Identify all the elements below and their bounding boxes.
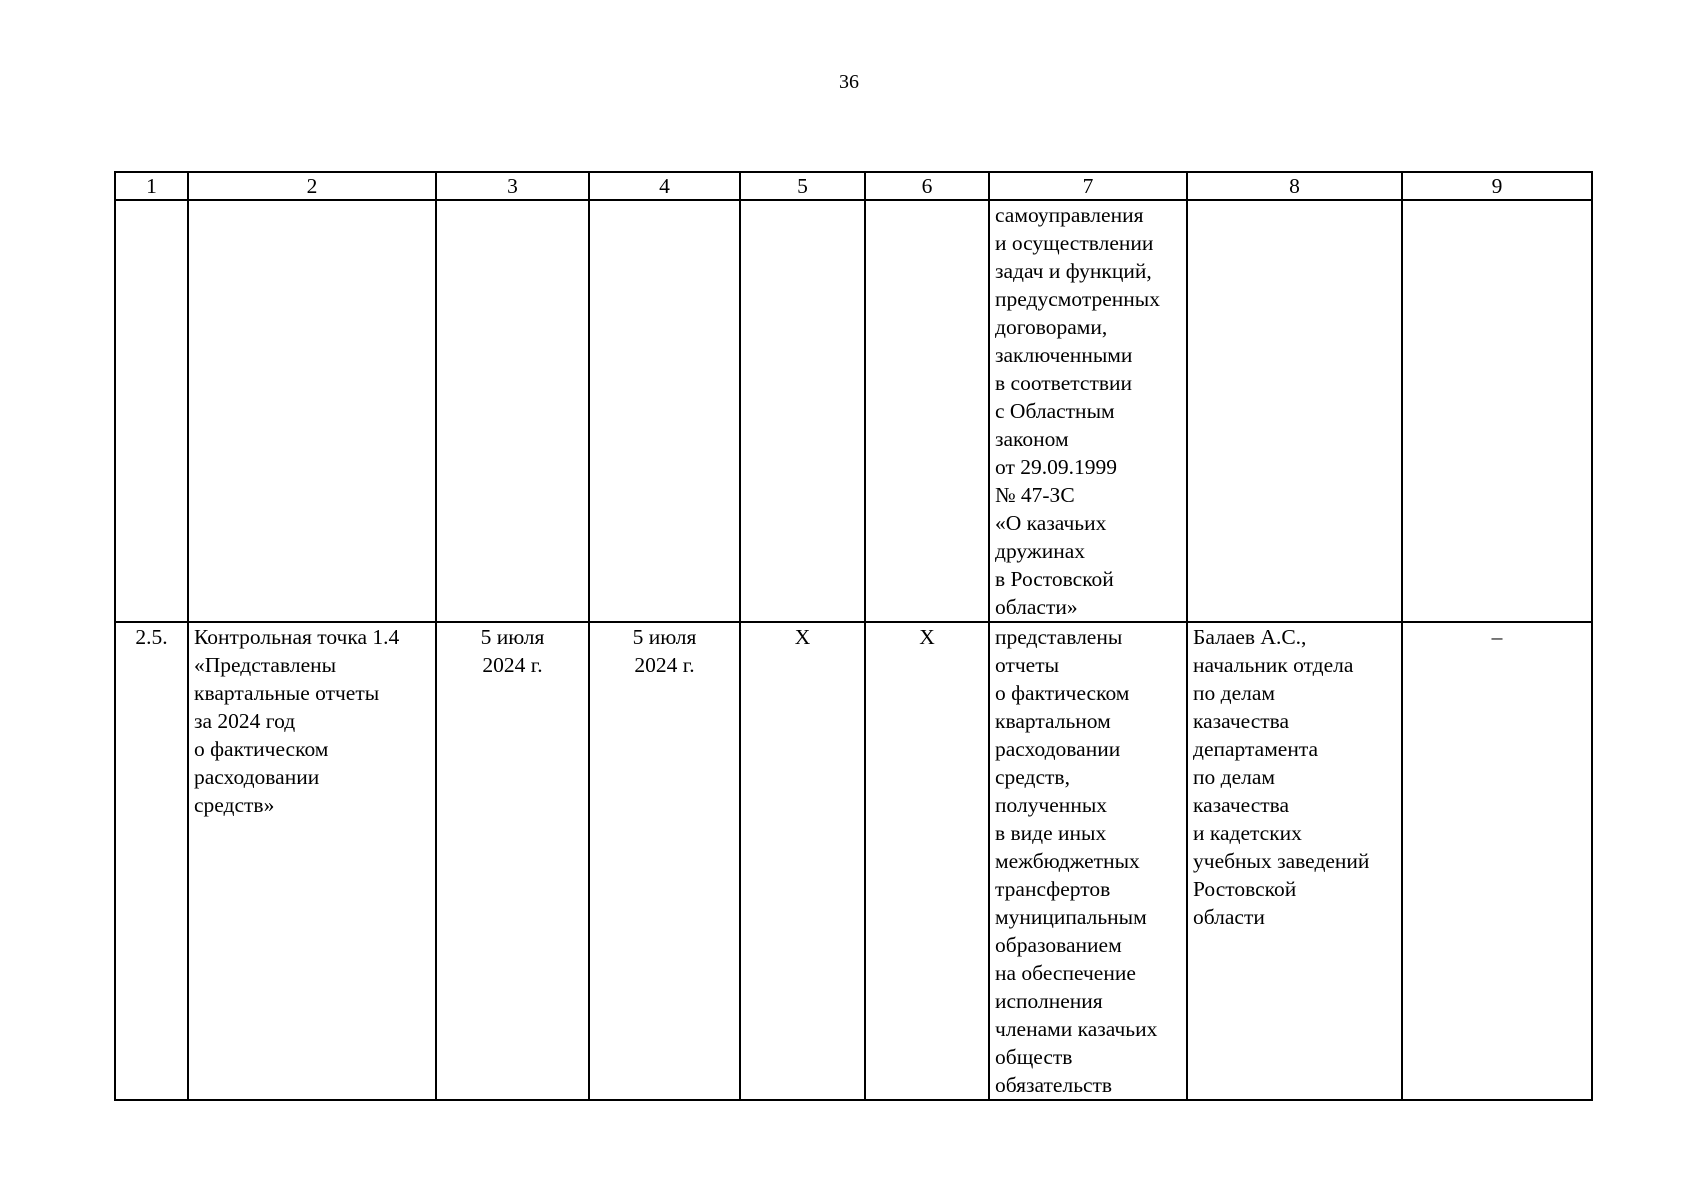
table-cell: самоуправления и осуществлении задач и функций, предусмотренных договорами, заключенными в соответствии с Областным законом от 29.09.1999 № 47-ЗС «О казачьих дружинах в Ростовской области» xyxy=(989,200,1187,622)
column-header-1: 1 xyxy=(115,172,188,200)
table-cell xyxy=(436,200,589,622)
actual-date-cell: 5 июля 2024 г. xyxy=(589,622,740,1100)
planned-date-cell: 5 июля 2024 г. xyxy=(436,622,589,1100)
table-cell xyxy=(865,200,989,622)
table-header-row xyxy=(115,172,1592,200)
column-header-7: 7 xyxy=(989,172,1187,200)
column-header-8: 8 xyxy=(1187,172,1402,200)
page-number: 36 xyxy=(839,71,859,93)
responsible-person-cell: Балаев А.С., начальник отдела по делам казачества департамента по делам казачества и кадетских учебных заведений Ростовской области xyxy=(1187,622,1402,1100)
control-point-cell: Контрольная точка 1.4 «Представлены квартальные отчеты за 2024 год о фактическом расходовании средств» xyxy=(188,622,436,1100)
column-header-6: 6 xyxy=(865,172,989,200)
row-number-cell: 2.5. xyxy=(115,622,188,1100)
column-6-cell: Х xyxy=(865,622,989,1100)
document-table xyxy=(114,171,1593,1101)
column-header-3: 3 xyxy=(436,172,589,200)
table-cell xyxy=(740,200,865,622)
table-cell xyxy=(1187,200,1402,622)
column-header-2: 2 xyxy=(188,172,436,200)
table-cell xyxy=(1402,200,1592,622)
column-header-4: 4 xyxy=(589,172,740,200)
result-description-cell: представлены отчеты о фактическом квартальном расходовании средств, полученных в виде иных межбюджетных трансфертов муниципальным образованием на обеспечение исполнения членами казачьих обществ обязательств xyxy=(989,622,1187,1100)
column-5-cell: Х xyxy=(740,622,865,1100)
column-header-9: 9 xyxy=(1402,172,1592,200)
table-cell xyxy=(115,200,188,622)
column-9-cell: – xyxy=(1402,622,1592,1100)
table-cell xyxy=(589,200,740,622)
column-header-5: 5 xyxy=(740,172,865,200)
table-row xyxy=(115,200,1592,622)
table-row xyxy=(115,622,1592,1100)
table-cell xyxy=(188,200,436,622)
